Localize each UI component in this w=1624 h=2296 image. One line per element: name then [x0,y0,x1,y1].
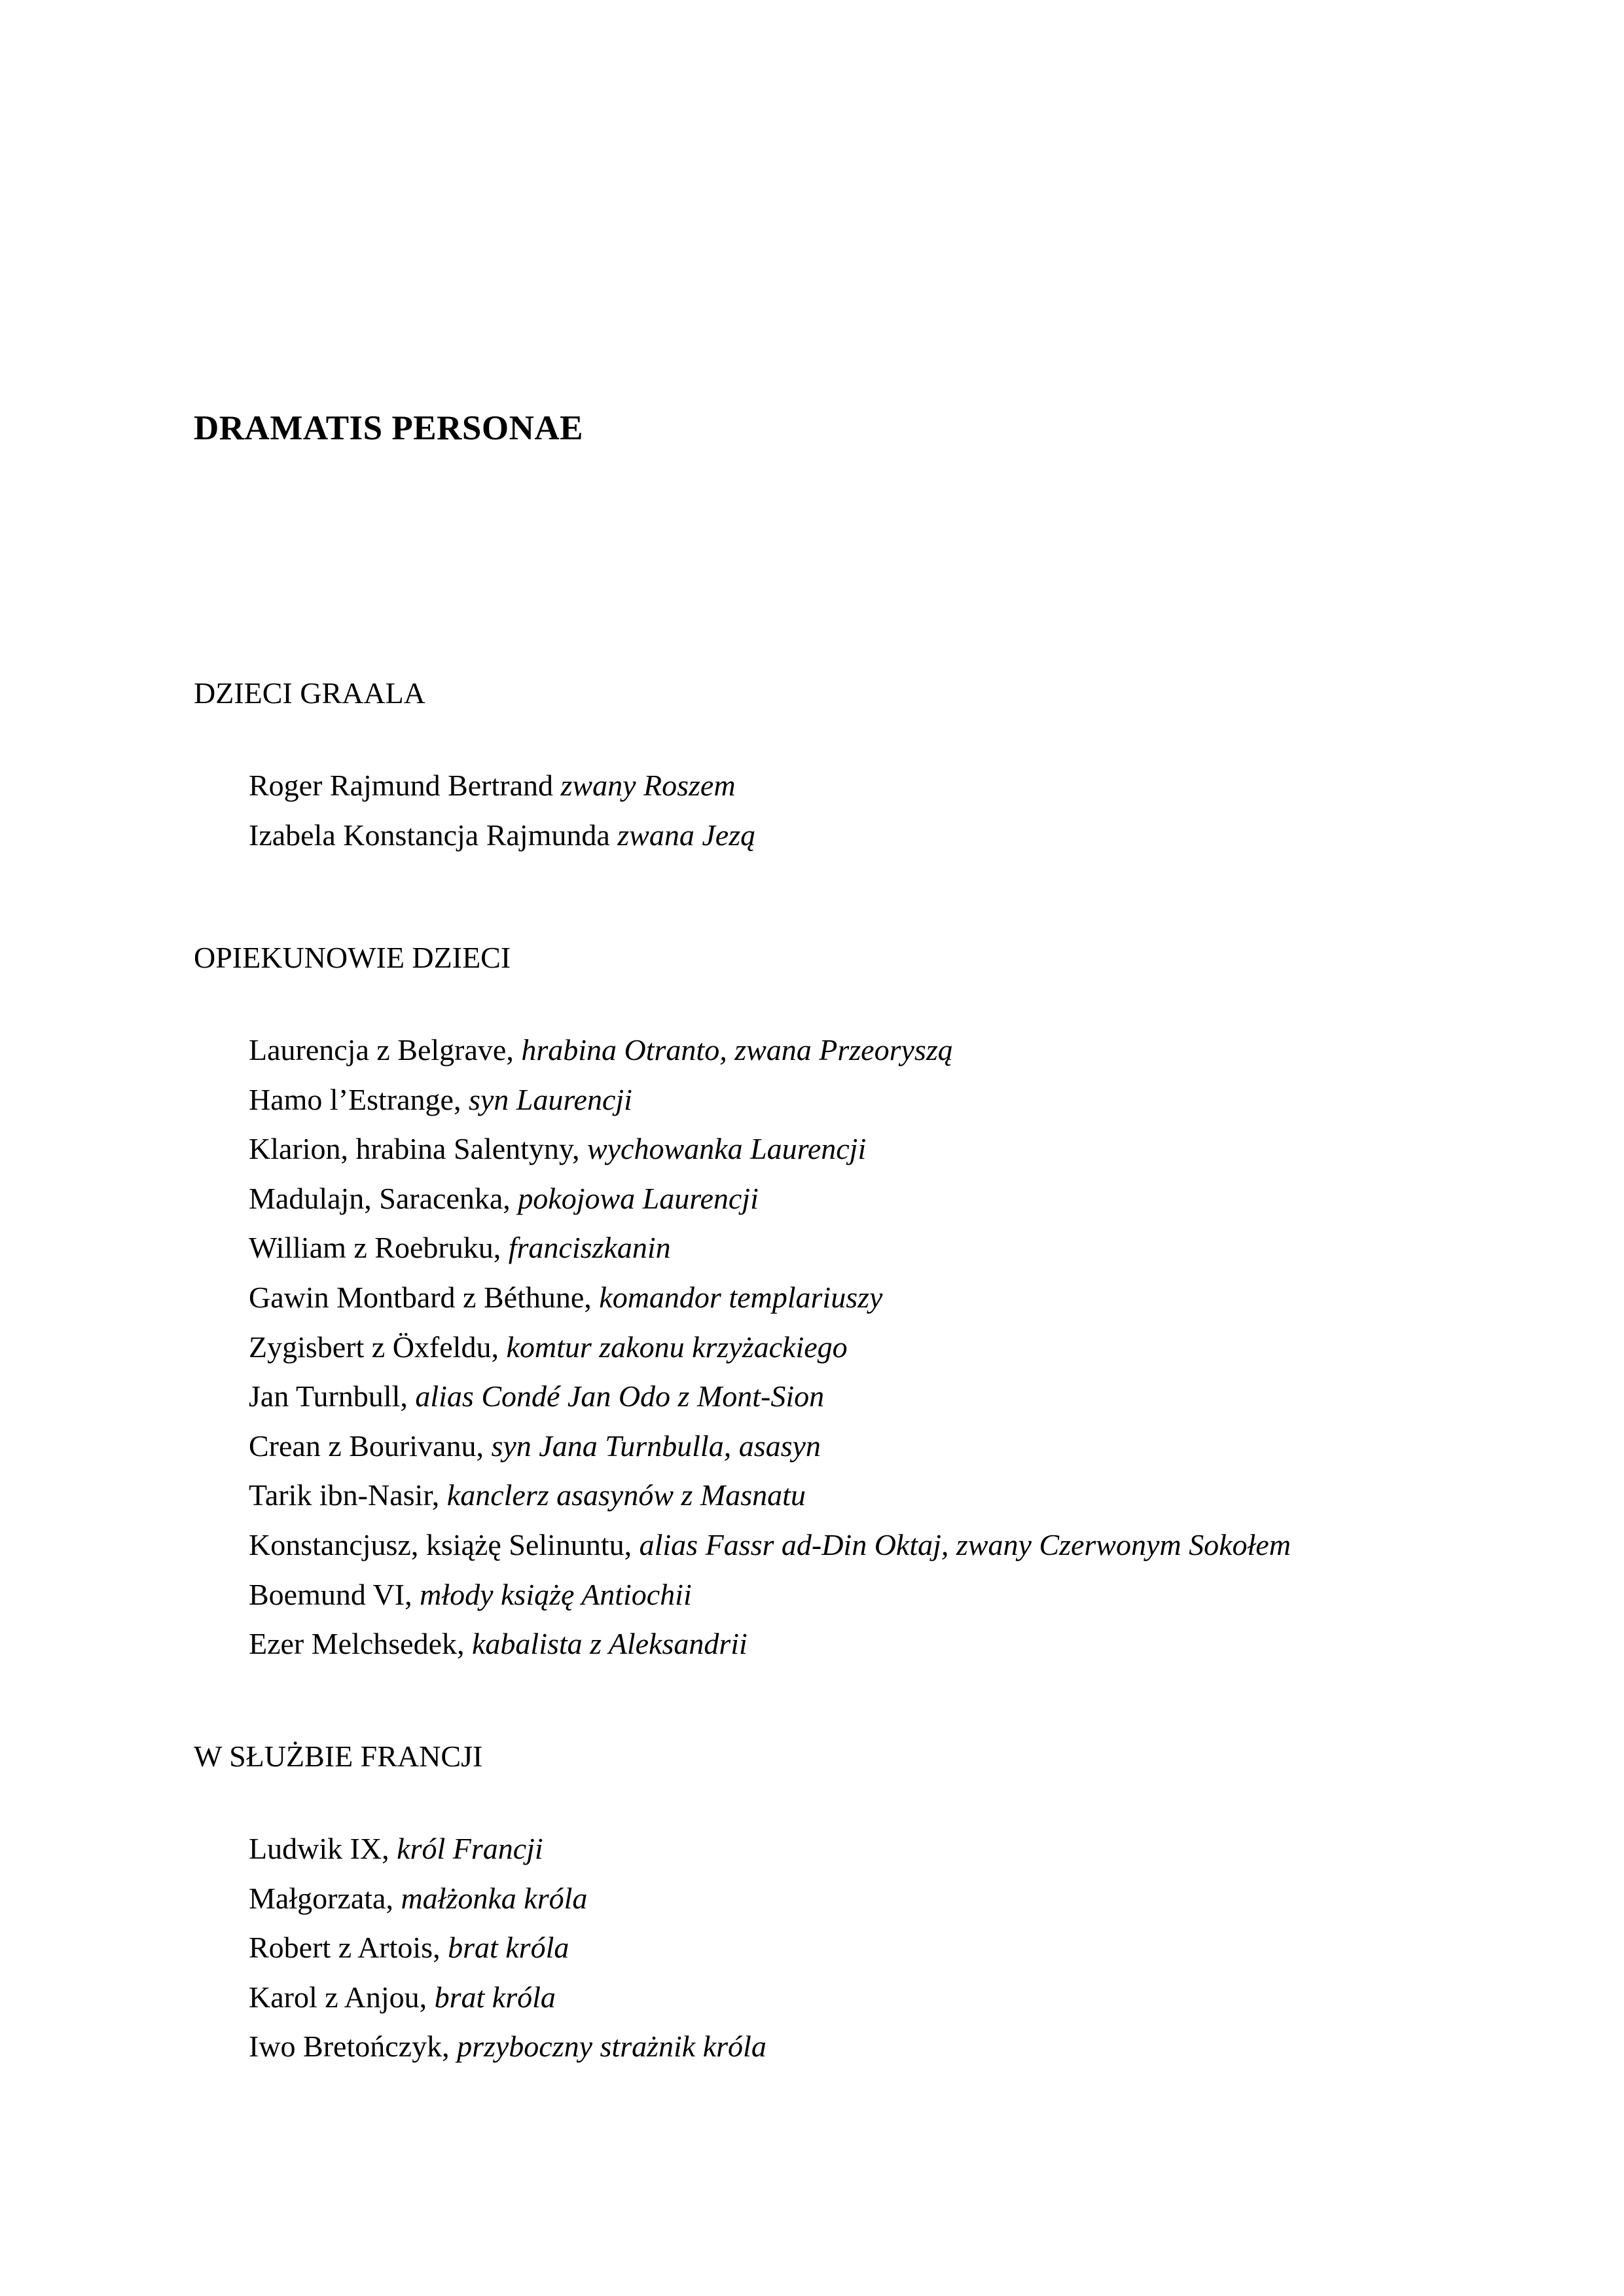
character-name: Hamo l’Estrange, [249,1082,469,1116]
character-entry [249,1824,767,1874]
character-name: William z Roebruku, [249,1231,509,1265]
character-name: Crean z Bourivanu, [249,1429,492,1463]
character-role: małżonka króla [401,1881,588,1915]
character-entry [249,1273,1291,1322]
character-entry [249,761,755,811]
character-role: brat króla [434,1980,556,2014]
character-name: Boemund VI, [249,1577,420,1611]
page-title: DRAMATIS PERSONAE [194,409,583,447]
character-role: kabalista z Aleksandrii [472,1627,748,1661]
character-role: kanclerz asasynów z Masnatu [446,1478,806,1512]
character-entry [249,1923,767,1973]
character-role: brat króla [448,1931,569,1965]
character-name: Ezer Melchsedek, [249,1627,473,1661]
character-name: Tarik ibn-Nasir, [249,1478,447,1512]
character-name: Ludwik IX, [249,1832,397,1865]
character-role: pokojowa Laurencji [518,1181,759,1215]
character-entry [249,1124,1291,1174]
character-entry [249,1520,1291,1570]
character-role: komtur zakonu krzyżackiego [506,1330,848,1364]
character-list-opiekunowie-dzieci [249,1025,1291,1669]
character-entry [249,1570,1291,1620]
character-role: przyboczny strażnik króla [457,2030,767,2064]
character-name: Zygisbert z Öxfeldu, [249,1330,507,1364]
character-role: zwana Jezą [617,818,756,852]
character-entry [249,1075,1291,1125]
character-list-w-sluzbie-francji [249,1824,767,2071]
character-name: Klarion, hrabina Salentyny, [249,1132,587,1166]
character-entry [249,1973,767,2022]
character-role: alias Condé Jan Odo z Mont-Sion [415,1379,825,1413]
character-role: syn Laurencji [468,1082,632,1116]
character-role: syn Jana Turnbulla, asasyn [491,1429,821,1463]
character-list-dzieci-graala [249,761,755,860]
character-name: Jan Turnbull, [249,1379,416,1413]
character-name: Konstancjusz, książę Selinuntu, [249,1527,640,1561]
character-role: młody książę Antiochii [420,1577,692,1611]
character-entry [249,1421,1291,1471]
section-heading-opiekunowie-dzieci: OPIEKUNOWIE DZIECI [194,941,511,974]
character-role: komandor templariuszy [599,1280,883,1314]
character-name: Roger Rajmund Bertrand [249,769,561,802]
character-role: franciszkanin [508,1231,671,1265]
character-role: król Francji [397,1832,543,1865]
character-role: alias Fassr ad-Din Oktaj, zwany Czerwonym Sokołem [639,1527,1291,1561]
character-entry [249,2022,767,2071]
character-entry [249,1470,1291,1520]
character-entry [249,1372,1291,1421]
character-entry [249,1874,767,1923]
character-name: Izabela Konstancja Rajmunda [249,818,618,852]
section-heading-w-sluzbie-francji: W SŁUŻBIE FRANCJI [194,1740,483,1773]
character-entry [249,1025,1291,1075]
character-name: Laurencja z Belgrave, [249,1033,522,1066]
character-entry [249,1174,1291,1224]
character-name: Iwo Bretończyk, [249,2030,458,2064]
character-role: wychowanka Laurencji [586,1132,867,1166]
character-role: zwany Roszem [560,769,736,802]
character-name: Karol z Anjou, [249,1980,435,2014]
character-role: hrabina Otranto, zwana Przeoryszą [521,1033,953,1066]
character-entry [249,1223,1291,1273]
section-heading-dzieci-graala: DZIECI GRAALA [194,676,425,710]
character-entry [249,1322,1291,1372]
character-entry [249,811,755,860]
character-entry [249,1619,1291,1669]
character-name: Madulajn, Saracenka, [249,1181,518,1215]
character-name: Małgorzata, [249,1881,401,1915]
character-name: Gawin Montbard z Béthune, [249,1280,600,1314]
character-name: Robert z Artois, [249,1931,448,1965]
